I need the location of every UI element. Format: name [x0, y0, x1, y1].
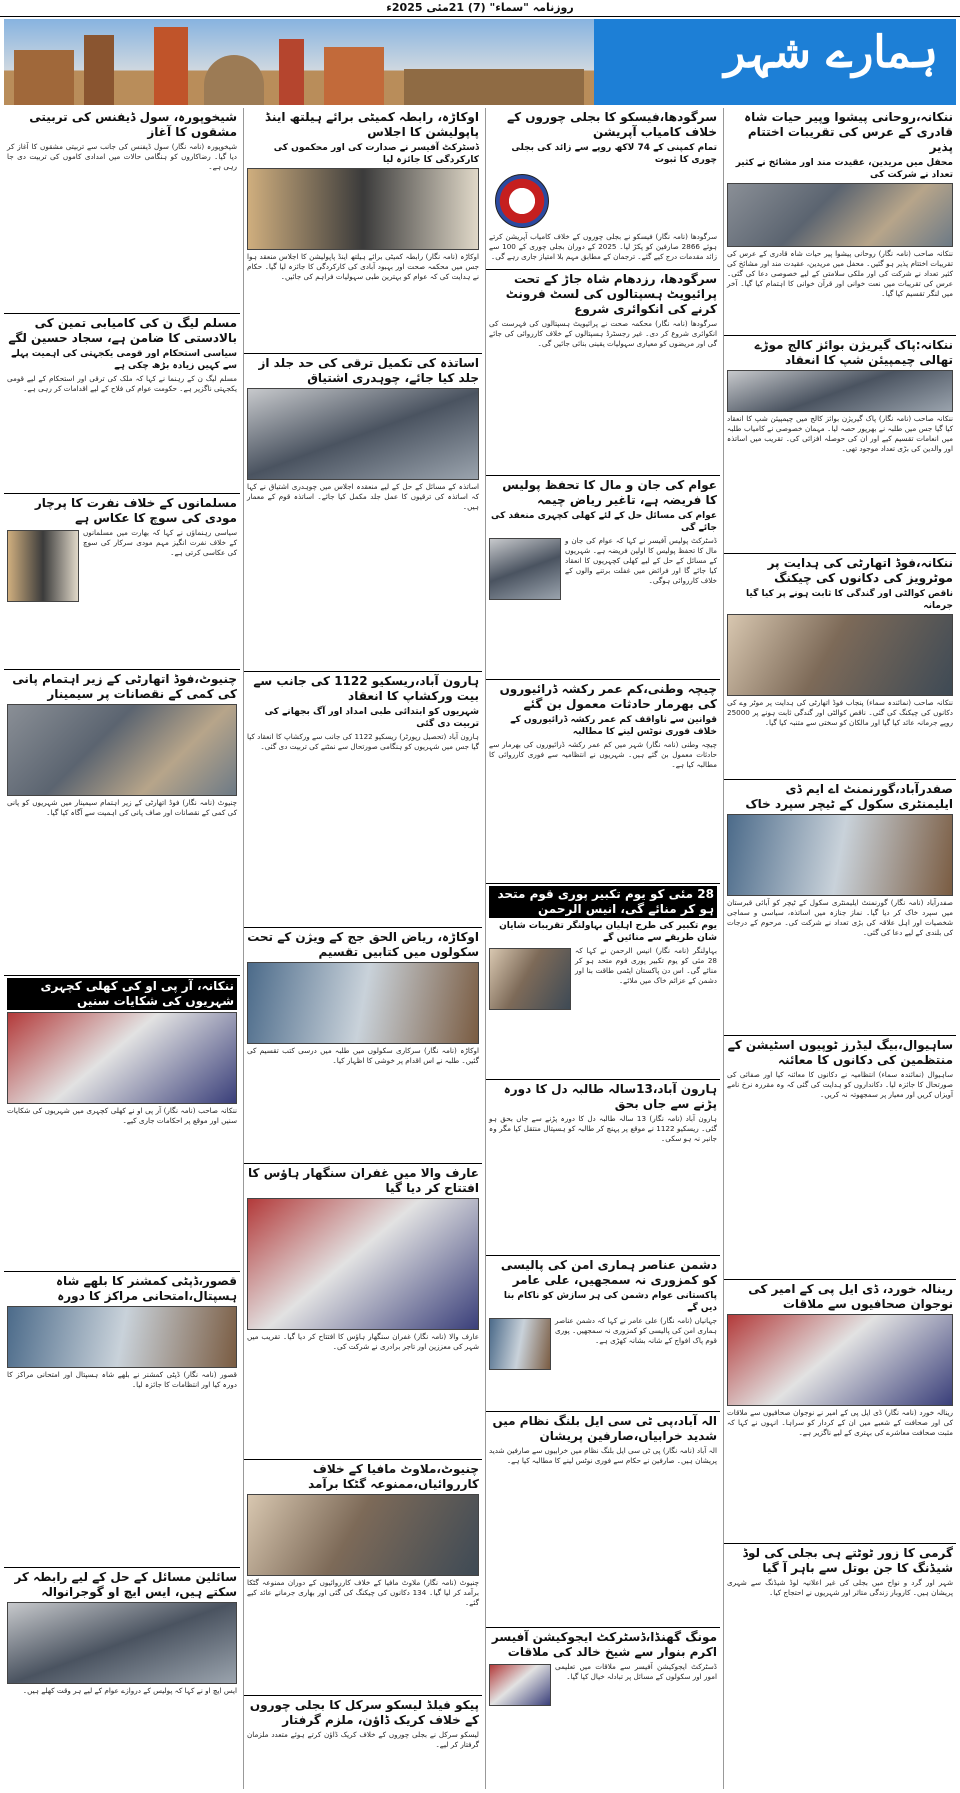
story-headline: چیچہ وطنی،کم عمر رکشہ ڈرائیوروں کی بھرمار حادثات معمول بن گئے	[499, 682, 717, 711]
story-headline: گرمی کا زور ٹوٹتے ہی بجلی کی لوڈ شیڈنگ کا جن بوتل سے باہر آ گیا	[742, 1546, 953, 1575]
story-headline: عارف والا میں غفران سنگھار ہاؤس کا افتتاح کر دیا گیا	[248, 1166, 479, 1195]
story	[486, 108, 720, 270]
story-body: لیسکو سرکل نے بجلی چوروں کے خلاف کریک ڈاؤن کرتے ہوئے متعدد ملزمان گرفتار کر لیے۔	[247, 1730, 479, 1749]
story-headline: شیخوپورہ، سول ڈیفنس کی تربیتی مشقوں کا آغاز	[29, 110, 237, 139]
story-headline: ننکانہ،فوڈ اتھارٹی کی ہدایت پر موٹرویز کی دکانوں کی چیکنگ	[767, 556, 953, 585]
story-body: صفدرآباد (نامہ نگار) گورنمنٹ ایلیمنٹری سکول کے ٹیچر کو آبائی قبرستان میں سپرد خاک کر دیا گیا۔ نماز جنازہ میں اساتذہ، سیاسی و سماجی شخصیات اور اہل علاقہ کی بڑی تعداد نے شرکت کی۔ مرحوم کے درجات کی بلندی کے لیے دعا کی گئی۔	[727, 898, 953, 937]
story-photo	[247, 168, 479, 250]
story	[244, 1460, 482, 1696]
column-3	[243, 108, 482, 1789]
story-photo	[247, 1198, 479, 1330]
story-headline: سائلین مسائل کے حل کے لیے رابطہ کر سکتے ہیں، ایس ایچ او گوجرانوالہ	[14, 1570, 237, 1599]
story-subheadline: محفل میں مریدین، عقیدت مند اور مشائخ نے کثیر تعداد نے شرکت کی	[735, 158, 953, 180]
story	[724, 1280, 956, 1544]
story-body: ننکانہ صاحب (نامہ نگار) پاک گیریژن بوائز کالج میں چیمپیئن شپ کا انعقاد کیا گیا جس میں طلبہ نے بھرپور حصہ لیا۔ مہمان خصوصی نے کامیاب طلبہ میں انعامات تقسیم کیے اور ان کی حوصلہ افزائی کی۔ تقریب میں اساتذہ اور والدین کی بڑی تعداد موجود تھی۔	[727, 414, 953, 453]
story-subheadline: ڈسٹرکٹ آفیسر نے صدارت کی اور محکموں کی کارکردگی کا جائزہ لیا	[273, 143, 479, 165]
story	[486, 476, 720, 680]
story-body: ڈسٹرکٹ ایجوکیشن آفیسر سے ملاقات میں تعلیمی امور اور سکولوں کے مسائل پر تبادلہ خیال کیا گیا۔	[555, 1662, 717, 1681]
story-headline: ننکانہ:پاک گیریژن بوائز کالج موڑے تھالی چیمپیئن شپ کا انعقاد	[754, 338, 953, 367]
story-headline: ہارون آباد،13سالہ طالبہ دل کا دورہ پڑنے سے جاں بحق	[503, 1082, 717, 1111]
story-headline: صفدرآباد،گورنمنٹ اے ایم ڈی ایلیمنٹری سکول کے ٹیچر سپرد خاک	[745, 782, 953, 811]
story-body: ننکانہ صاحب (نامہ نگار) روحانی پیشوا پیر حیات شاہ قادری کے عرس کی تقریبات اختتام پذیر ہو گئیں۔ محفل میں مریدین، عقیدت مند اور مشائخ کی کثیر تعداد نے شرکت کی اور ملکی سلامتی کے لیے خصوصی دعا کی گئی۔ عرس کی تقریبات میں نعت خوانی اور قرآن خوانی کا اہتمام کیا گیا۔ آخر میں لنگر تقسیم کیا گیا۔	[727, 249, 953, 298]
columns	[4, 108, 956, 1789]
story-headline: عوام کی جان و مال کا تحفظ پولیس کا فریضہ ہے، تاغیر ریاض چیمہ	[502, 478, 717, 507]
story-photo	[727, 814, 953, 896]
story-headline: ننکانہ،روحانی پیشوا وپیر حیات شاہ قادری کے عرس کی تقریبات اختتام پذیر	[744, 110, 953, 154]
fesco-logo	[495, 174, 549, 228]
story	[724, 554, 956, 780]
story	[4, 314, 240, 494]
story-body: سیاسی رہنماؤں نے کہا کہ بھارت میں مسلمانوں کے خلاف نفرت انگیز مہم مودی سرکار کی سوچ کی عکاسی کرتی ہے۔	[83, 528, 237, 557]
story	[4, 1568, 240, 1789]
column-1	[723, 108, 956, 1789]
story-subheadline: تمام کمپنی کے 74 لاکھ روپے سے زائد کی بجلی چوری کا ثبوت	[511, 143, 717, 165]
story-photo	[727, 1314, 953, 1406]
story-body: اوکاڑہ (نامہ نگار) رابطہ کمیٹی برائے ہیلتھ اینڈ پاپولیشن کا اجلاس منعقد ہوا جس میں محکمہ صحت اور بہبود آبادی کی کارکردگی کا جائزہ لیا گیا۔ حکام نے ہدایت کی کہ عوام کو بہترین طبی سہولیات فراہم کی جائیں۔	[247, 252, 479, 281]
story-subheadline: شہریوں کو ابتدائی طبی امداد اور آگ بجھانے کی تربیت دی گئی	[264, 707, 479, 729]
story-photo	[7, 1012, 237, 1104]
story-body: عارف والا (نامہ نگار) غفران سنگھار ہاؤس کا افتتاح کر دیا گیا۔ تقریب میں شہر کی معززین اور تاجر برادری نے شرکت کی۔	[247, 1332, 479, 1351]
story-photo	[727, 183, 953, 247]
story-headline: سرگودھا، رزدھام شاہ جاڑ کے تحت پرائیویٹ ہسپتالوں کی لسٹ فرونٹ کرنے کی انکوائری شروع	[505, 272, 717, 316]
story-body: سرگودھا (نامہ نگار) فیسکو نے بجلی چوروں کے خلاف کامیاب آپریشن کرتے ہوئے 2866 صارفین کو پکڑ لیا۔ 2025 کے دوران بجلی چوری کے 100 سے زائد مقدمات درج کیے گئے۔ ترجمان کے مطابق مہم بلا امتیاز جاری رہے گی۔	[489, 232, 718, 261]
story-photo	[489, 1318, 551, 1370]
story-headline: مونگ گھنڈا،ڈسٹرکٹ ایجوکیشن آفیسر اکرم بنوار سے شیخ خالد کی ملاقات	[491, 1630, 717, 1659]
story-body: الہ آباد (نامہ نگار) پی ٹی سی ایل بلنگ نظام میں خرابیوں سے صارفین شدید پریشان ہیں۔ صارفین نے حکام سے فوری نوٹس لینے کا مطالبہ کیا ہے۔	[489, 1446, 717, 1465]
story-body: ایس ایچ او نے کہا کہ پولیس کے دروازے عوام کے لیے ہر وقت کھلے ہیں۔	[22, 1686, 237, 1695]
story-headline: قصور،ڈپٹی کمشنر کا بلھے شاہ ہسپتال،امتحانی مراکز کا دورہ	[55, 1274, 237, 1303]
story-headline: ننکانہ، آر پی او کی کھلی کچہری شہریوں کی شکایات سنیں	[7, 978, 237, 1010]
story	[486, 1412, 720, 1628]
story	[486, 270, 720, 476]
story-photo	[489, 538, 561, 600]
story-body: مسلم لیگ ن کے رہنما نے کہا کہ ملک کی ترقی اور استحکام کے لیے قومی یکجہتی ناگزیر ہے۔ حکومت عوام کی فلاح کے لیے اقدامات کر رہی ہے۔	[7, 374, 237, 393]
story	[4, 494, 240, 670]
story-headline: اساتذہ کی تکمیل ترقی کی حد جلد از جلد کیا جائے، چوہدری اشتیاق	[258, 356, 479, 385]
story-headline: اوکاڑہ، رابطہ کمیٹی برائے ہیلتھ اینڈ پاپولیشن کا اجلاس	[264, 110, 479, 139]
story-headline: اوکاڑہ، ریاض الحق جج کے ویژن کے تحت سکولوں میں کتابیں تقسیم	[247, 930, 479, 959]
story-body: رینالہ خورد (نامہ نگار) ڈی ایل پی کے امیر نے نوجوان صحافیوں سے ملاقات کی اور صحافت کے شعبے میں ان کے کردار کو سراہا۔ انہوں نے کہا کہ مثبت صحافت معاشرے کی بہتری کے لیے ناگزیر ہے۔	[727, 1408, 953, 1437]
fesco-logo-block	[489, 168, 717, 232]
story-photo	[247, 388, 479, 480]
story-headline: رینالہ خورد، ڈی ایل پی کے امیر کی نوجوان صحافیوں سے ملاقات	[748, 1282, 953, 1311]
story-subheadline: پاکستانی عوام دشمن کی ہر سازش کو ناکام بنا دیں گے	[503, 1291, 717, 1313]
story	[4, 108, 240, 314]
story	[4, 670, 240, 976]
story-body: ہارون آباد (نامہ نگار) 13 سالہ طالبہ دل کا دورہ پڑنے سے جاں بحق ہو گئی۔ ریسکیو 1122 نے موقع پر پہنچ کر طالبہ کو ہسپتال منتقل کیا مگر وہ جانبر نہ ہو سکی۔	[489, 1114, 717, 1143]
story	[486, 1628, 720, 1742]
column-4	[4, 108, 240, 1789]
banner-photo-collage	[4, 19, 594, 105]
story-body: ڈسٹرکٹ پولیس آفیسر نے کہا کہ عوام کی جان و مال کا تحفظ پولیس کا اولین فریضہ ہے۔ شہریوں کے مسائل کے حل کے لیے کھلی کچہریوں کا انعقاد کیا جائے گا اور فرائض میں غفلت برتنے والوں کے خلاف کارروائی ہوگی۔	[565, 536, 717, 585]
story	[724, 108, 956, 336]
story-body: چنیوٹ (نامہ نگار) فوڈ اتھارٹی کے زیر اہتمام سیمینار میں شہریوں کو پانی کی کمی کے نقصانات اور صاف پانی کی اہمیت سے آگاہ کیا گیا۔	[7, 798, 237, 817]
story-headline: ساہیوال،بیگ لیڈرز ٹوپیوں اسٹیشن کے منتظمین کی دکانوں کا معائنہ	[727, 1038, 953, 1067]
story-body: ننکانہ صاحب (نامہ نگار) آر پی او نے کھلی کچہری میں شہریوں کی شکایات سنیں اور موقع پر احکامات جاری کیے۔	[7, 1106, 237, 1125]
story-photo	[7, 704, 237, 796]
story-headline: الہ آباد،پی ٹی سی ایل بلنگ نظام میں شدید خرابیاں،صارفین پریشان	[492, 1414, 717, 1443]
story-subheadline: قوانین سے ناواقف کم عمر رکشہ ڈرائیوروں کے خلاف فوری نوٹس لینے کا مطالبہ	[510, 715, 717, 737]
story-body: ہارون آباد (تحصیل رپورٹر) ریسکیو 1122 کی جانب سے ورکشاپ کا انعقاد کیا گیا جس میں شہریوں کو ہنگامی صورتحال سے نمٹنے کی تربیت دی گئی۔	[247, 732, 479, 751]
story	[486, 884, 720, 1080]
story-body: شہر اور گرد و نواح میں بجلی کی غیر اعلانیہ لوڈ شیڈنگ سے شہری پریشان ہیں۔ کاروبار زندگی متاثر اور شہریوں نے احتجاج کیا۔	[727, 1578, 953, 1597]
section-title: ہمارے شہر	[724, 27, 938, 78]
story-headline: دشمن عناصر ہماری امن کی پالیسی کو کمزوری نہ سمجھیں، علی عامر	[500, 1258, 717, 1287]
story-photo	[7, 530, 79, 602]
story-body: ننکانہ صاحب (نمائندہ سماء) پنجاب فوڈ اتھارٹی کی ہدایت پر موٹر وے کی دکانوں کی چیکنگ کی گئی۔ ناقص کوالٹی اور گندگی ثابت ہونے پر 25000 روپے جرمانہ عائد کیا گیا اور مالکان کو سختی سے متنبہ کیا گیا۔	[727, 698, 953, 727]
dateline: روزنامہ "سماء" (7) 21مئی 2025ء	[0, 0, 960, 17]
story-photo	[489, 1664, 551, 1706]
story-body: جہانیاں (نامہ نگار) علی عامر نے کہا کہ دشمن عناصر ہماری امن کی پالیسی کو کمزوری نہ سمجھیں۔ پوری قوم پاک افواج کے شانہ بشانہ کھڑی ہے۔	[555, 1316, 717, 1345]
story	[486, 680, 720, 884]
story-headline: چنیوٹ،فوڈ اتھارٹی کے زیر اہتمام پانی کی کمی کے نقصانات پر سیمینار	[12, 672, 237, 701]
story-headline: مسلم لیگ ن کی کامیابی تمین کی بالادستی کا ضامن ہے، سجاد حسین لگے	[8, 316, 237, 345]
story-photo	[727, 614, 953, 696]
story-photo	[247, 1494, 479, 1576]
story	[244, 672, 482, 928]
story-photo	[489, 948, 571, 1010]
story	[724, 336, 956, 554]
story-body: قصور (نامہ نگار) ڈپٹی کمشنر نے بلھے شاہ ہسپتال اور امتحانی مراکز کا دورہ کیا اور انتظامات کا جائزہ لیا۔	[7, 1370, 237, 1389]
story-headline: ہارون آباد،ریسکیو 1122 کی جانب سے بیت ورکشاپ کا انعقاد	[253, 674, 479, 703]
story-body: ساہیوال (نمائندہ سماء) انتظامیہ نے دکانوں کا معائنہ کیا اور صفائی کی صورتحال کا جائزہ لیا۔ دکانداروں کو ہدایت کی گئی کہ وہ مقررہ نرخ نامے آویزاں کریں اور معیار پر سمجھوتہ نہ کریں۔	[727, 1070, 953, 1099]
story-headline: پیکو فیلڈ لیسکو سرکل کا بجلی چوروں کے خلاف کریک ڈاؤن، ملزم گرفتار	[249, 1698, 479, 1727]
story	[724, 1036, 956, 1280]
story-photo	[247, 962, 479, 1044]
story	[244, 1164, 482, 1460]
story-subheadline: عوام کی مسائل حل کے لئے کھلی کچہری منعقد کی جائے گی	[490, 511, 717, 533]
story	[724, 1544, 956, 1749]
story-headline: 28 مئی کو یوم تکبیر پوری قوم متحد ہو کر منائے گی، انیس الرحمن	[489, 886, 717, 918]
story-body: چیچہ وطنی (نامہ نگار) شہر میں کم عمر رکشہ ڈرائیوروں کی بھرمار سے حادثات معمول بن گئے ہیں۔ شہریوں نے انتظامیہ سے فوری کارروائی کا مطالبہ کیا ہے۔	[489, 740, 717, 769]
story	[4, 1272, 240, 1568]
story-photo	[7, 1602, 237, 1684]
story-body: شیخوپورہ (نامہ نگار) سول ڈیفنس کی جانب سے تربیتی مشقوں کا آغاز کر دیا گیا۔ رضاکاروں کو ہنگامی حالات میں امدادی کاموں کی تربیت دی جا رہی ہے۔	[7, 142, 237, 171]
story-body: اوکاڑہ (نامہ نگار) سرکاری سکولوں میں طلبہ میں درسی کتب تقسیم کی گئیں۔ طلبہ نے اس اقدام پر خوشی کا اظہار کیا۔	[247, 1046, 479, 1065]
story	[244, 108, 482, 354]
story	[486, 1080, 720, 1256]
story	[244, 928, 482, 1164]
story-photo	[7, 1306, 237, 1368]
story-subheadline: سیاسی استحکام اور قومی یکجہتی کی اہمیت پہلے سے کہیں زیادہ بڑھ چکی ہے	[11, 349, 237, 371]
story-body: چنیوٹ (نامہ نگار) ملاوٹ مافیا کے خلاف کارروائیوں کے دوران ممنوعہ گٹکا برآمد کر لیا گیا۔ 134 دکانوں کی چیکنگ کی گئی اور بھاری جرمانے عائد کیے گئے۔	[247, 1578, 480, 1607]
story-subheadline: یوم تکبیر کی طرح اہلیان بہاولنگر تقریبات شایان شان طریقے سے منائیں گے	[499, 921, 717, 943]
story-body: بہاولنگر (نامہ نگار) انیس الرحمن نے کہا کہ 28 مئی کو یوم تکبیر پوری قوم متحد ہو کر منائے گی۔ اس دن پاکستان ایٹمی طاقت بنا اور دشمن کے عزائم خاک میں ملائے۔	[575, 946, 717, 985]
story	[4, 976, 240, 1272]
story-body: سرگودھا (نامہ نگار) محکمہ صحت نے پرائیویٹ ہسپتالوں کی فہرست کی انکوائری شروع کر دی۔ غیر رجسٹرڈ ہسپتالوں کے خلاف کارروائی کی جائے گی اور مریضوں کو معیاری سہولیات یقینی بنائی جائیں گی۔	[489, 319, 717, 348]
section-banner	[4, 19, 956, 105]
story	[244, 1696, 482, 1789]
story	[486, 1256, 720, 1412]
story-headline: چنیوٹ،ملاوٹ مافیا کے خلاف کارروائیاں،ممنوعہ گٹکا برآمد	[308, 1462, 479, 1491]
story-photo	[727, 370, 953, 412]
story-subheadline: ناقص کوالٹی اور گندگی کا ثابت ہونے پر کیا گیا جرمانہ	[746, 589, 953, 611]
story	[724, 780, 956, 1036]
story-headline: سرگودھا،فیسکو کا بجلی چوروں کے خلاف کامیاب آپریشن	[507, 110, 717, 139]
story	[244, 354, 482, 672]
story-body: اساتذہ کے مسائل کے حل کے لیے منعقدہ اجلاس میں چوہدری اشتیاق نے کہا کہ اساتذہ کی ترقیوں کا عمل جلد مکمل کیا جائے۔ اساتذہ قوم کے معمار ہیں۔	[247, 482, 479, 511]
story-headline: مسلمانوں کے خلاف نفرت کا پرچار مودی کی سوچ کا عکاس ہے	[34, 496, 237, 525]
column-2	[485, 108, 720, 1789]
